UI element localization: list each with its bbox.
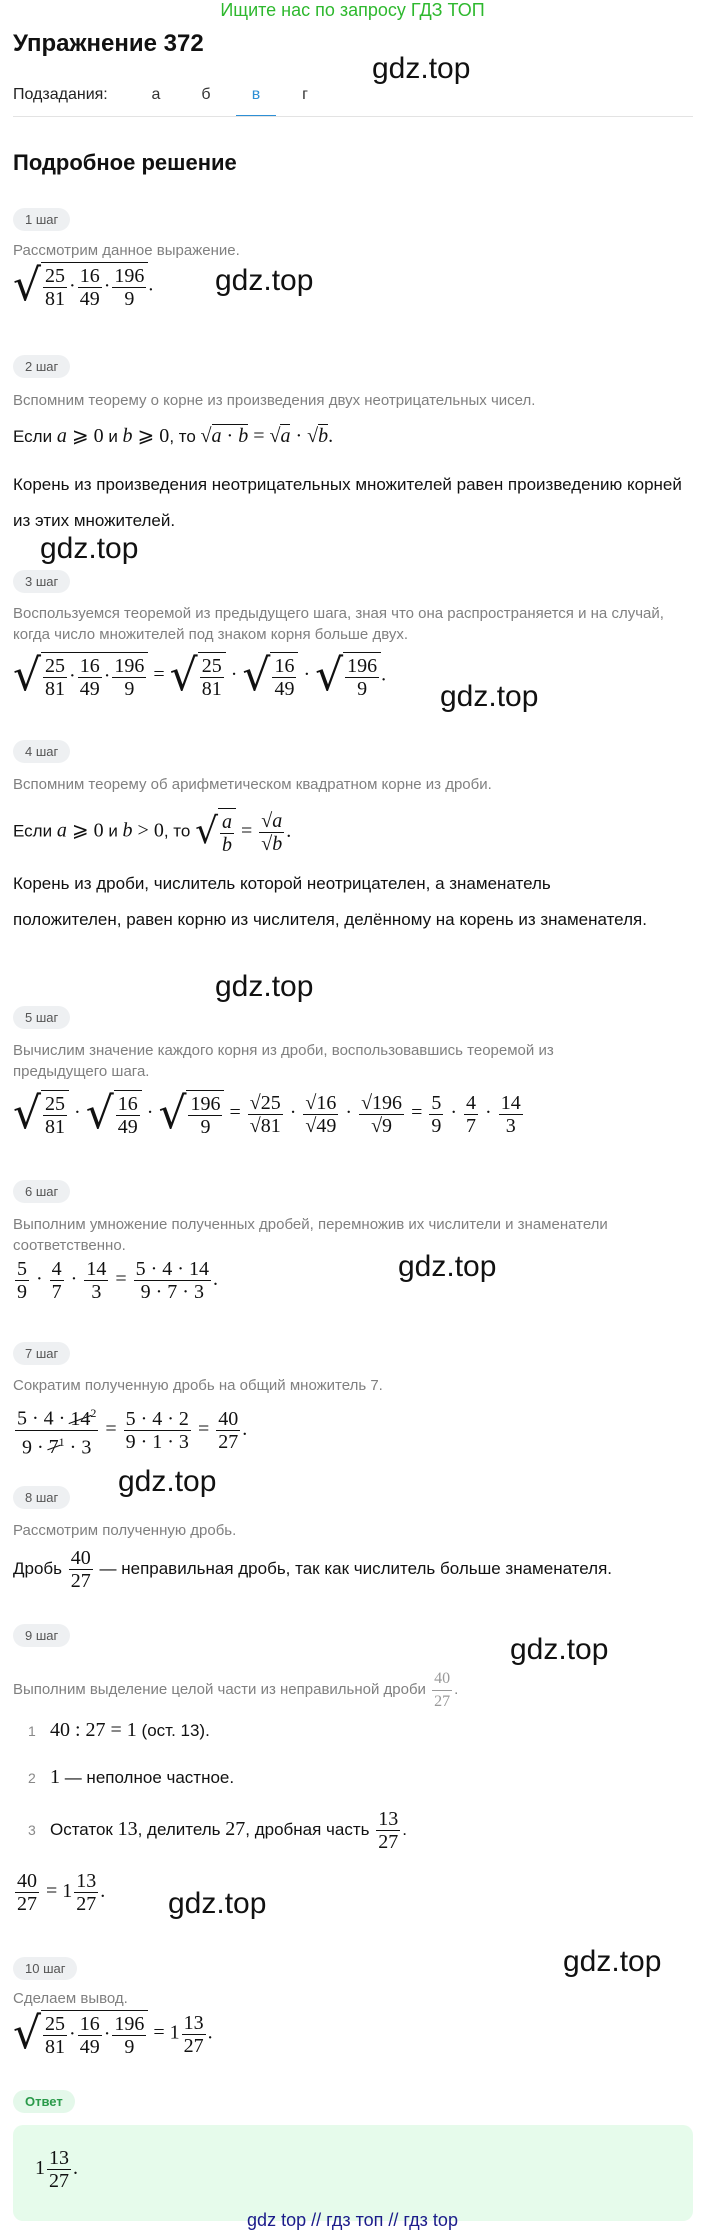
math: 1 bbox=[49, 1766, 60, 1788]
step-hint: Рассмотрим полученную дробь. bbox=[13, 1522, 237, 1539]
tab-g[interactable]: г bbox=[302, 86, 308, 103]
divider bbox=[13, 116, 693, 117]
theorem-statement: Корень из дроби, числитель которой неотрицателен, а знаменатель положителен, равен корню из числителя, делённому на корень из знаменателя. bbox=[13, 874, 647, 929]
exercise-title: Упражнение 372 bbox=[13, 30, 204, 57]
list-item bbox=[28, 1759, 234, 1796]
if-word: Если bbox=[13, 821, 53, 841]
if-word: Если bbox=[13, 427, 53, 446]
tab-a[interactable]: а bbox=[151, 86, 161, 103]
subtasks-label: Подзадания: bbox=[13, 86, 108, 103]
answer-box bbox=[13, 2125, 693, 2221]
list-number: 3 bbox=[28, 1822, 36, 1839]
step-hint: Вспомним теорему о корне из произведения двух неотрицательных чисел. bbox=[13, 392, 536, 409]
and-word: и bbox=[108, 427, 118, 446]
step-hint: Выполним умножение полученных дробей, перемножив их числители и знаменатели соответственно. bbox=[13, 1216, 608, 1254]
watermark: gdz.top bbox=[118, 1465, 217, 1498]
list-number: 2 bbox=[28, 1770, 36, 1786]
step-badge: 7 шаг bbox=[13, 1342, 70, 1365]
step-hint: Рассмотрим данное выражение. bbox=[13, 242, 240, 259]
step-badge: 2 шаг bbox=[13, 355, 70, 378]
watermark: gdz.top bbox=[398, 1250, 497, 1283]
section-title: Подробное решение bbox=[13, 150, 237, 175]
step-hint: Выполним выделение целой части из неправильной дроби $\frac{40}{27}$ . bbox=[13, 1670, 459, 1710]
watermark: gdz.top bbox=[563, 1945, 662, 1978]
step-hint: Вспомним теорему об арифметическом квадратном корне из дроби. bbox=[13, 776, 492, 793]
watermark: gdz.top bbox=[40, 532, 139, 565]
watermark: gdz.top bbox=[440, 680, 539, 713]
step-badge: 8 шаг bbox=[13, 1486, 70, 1509]
watermark: gdz.top bbox=[215, 264, 314, 297]
reduction-equation: $\frac{5 \cdot 4 \cdot 14^2}{9 \cdot 7^1 \cdot 3}$ = $\frac{5 \cdot 4 \cdot 2}{9 \cdot 1 \cdot 3}$ = $\frac{40}{27}$ . bbox=[13, 1402, 247, 1458]
hint-text: Выполним выделение целой части из неправильной дроби bbox=[13, 1681, 426, 1699]
watermark: gdz.top bbox=[168, 1887, 267, 1920]
final-equation: √ $\frac{25}{81}$ · $\frac{16}{49}$ · $\frac{196}{9}$ = 1 $\frac{13}{27}$ . bbox=[13, 2008, 213, 2059]
answer-value: 1 $\frac{13}{27}$ . bbox=[35, 2147, 78, 2192]
list-text: , дробная часть bbox=[245, 1820, 370, 1840]
tab-b[interactable]: б bbox=[201, 86, 211, 103]
list-text: (ост. 13). bbox=[141, 1721, 210, 1740]
watermark: gdz.top bbox=[510, 1633, 609, 1666]
and-word: и bbox=[108, 821, 118, 841]
math: 27 bbox=[225, 1818, 246, 1841]
watermark: gdz.top bbox=[372, 52, 471, 85]
list-text: — неполное частное. bbox=[64, 1768, 235, 1787]
improper-fraction-statement: Дробь $\frac{40}{27}$ — неправильная дробь, так как числитель больше знаменателя. bbox=[13, 1547, 613, 1592]
multiplication-equation: $\frac{5}{9}$ · $\frac{4}{7}$ · $\frac{14}{3}$ = $\frac{5 \cdot 4 \cdot 14}{9 \cdot 7 \cdot 3}$ . bbox=[17, 1258, 218, 1303]
tab-v[interactable]: в bbox=[251, 86, 261, 103]
theorem-statement: Корень из произведения неотрицательных множителей равен произведению корней из этих множителей. bbox=[13, 475, 682, 530]
footer-links[interactable]: gdz top // гдз топ // гдз top bbox=[247, 2210, 458, 2230]
list-item bbox=[28, 1712, 210, 1749]
then-word: , то bbox=[169, 427, 196, 446]
text: — неправильная дробь, так как числитель больше знаменателя. bbox=[99, 1559, 613, 1579]
list-item: 3 Остаток 13, делитель 27, дробная часть $\frac{13}{27}$ . bbox=[28, 1808, 407, 1853]
step-hint: Сделаем вывод. bbox=[13, 1990, 128, 2007]
answer-badge: Ответ bbox=[13, 2090, 75, 2113]
step-badge: 5 шаг bbox=[13, 1006, 70, 1029]
step-hint: Воспользуемся теоремой из предыдущего шага, зная что она распространяется и на случай, когда число множителей под знаком корня больше двух. bbox=[13, 605, 664, 643]
watermark: gdz.top bbox=[215, 970, 314, 1003]
theorem-line: Если a ⩾ 0 и b > 0, то √ $\frac{a}{b}$ = $\frac{√a}{√b}$ . bbox=[13, 809, 292, 856]
roots-evaluation: √ $\frac{25}{81}$ · √ $\frac{16}{49}$ · √ $\frac{196}{9}$ = $\frac{√25}{√81}$ · $\frac{√16}{√49}$ · $\frac{√196}{√9}$ = $\frac{5}{9}$ · $\frac{4}{7}$ · $\frac{14}{3}$ bbox=[13, 1088, 521, 1139]
top-search-link[interactable]: Ищите нас по запросу ГДЗ ТОП bbox=[220, 0, 485, 20]
step-hint: Вычислим значение каждого корня из дроби, воспользовавшись теоремой из предыдущего шага. bbox=[13, 1042, 554, 1080]
step-badge: 6 шаг bbox=[13, 1180, 70, 1203]
list-text: Остаток bbox=[49, 1820, 113, 1840]
text: Дробь bbox=[13, 1559, 63, 1579]
step-badge: 9 шаг bbox=[13, 1624, 70, 1647]
theorem-line: Если a ⩾ 0 и b ⩾ 0, то √a · b = √a · √b. bbox=[13, 425, 334, 447]
step-badge: 1 шаг bbox=[13, 208, 70, 231]
math: 13 bbox=[117, 1818, 138, 1841]
then-word: , то bbox=[163, 821, 191, 841]
expression-root: √ $\frac{25}{81}$ · $\frac{16}{49}$ · $\frac{196}{9}$ . bbox=[13, 260, 154, 311]
root-split-equation: √ $\frac{25}{81}$ · $\frac{16}{49}$ · $\frac{196}{9}$ = √ $\frac{25}{81}$ · √ $\frac{16}{49}$ · √ $\frac{196}{9}$ . bbox=[13, 650, 387, 701]
math: 40 : 27 = 1 bbox=[49, 1719, 137, 1741]
list-number: 1 bbox=[28, 1723, 36, 1739]
step-badge: 3 шаг bbox=[13, 570, 70, 593]
step-badge: 10 шаг bbox=[13, 1957, 77, 1980]
mixed-number-equation: $\frac{40}{27}$ = 1 $\frac{13}{27}$ . bbox=[17, 1870, 106, 1915]
step-hint: Сократим полученную дробь на общий множитель 7. bbox=[13, 1377, 383, 1394]
list-text: , делитель bbox=[137, 1820, 221, 1840]
step-badge: 4 шаг bbox=[13, 740, 70, 763]
